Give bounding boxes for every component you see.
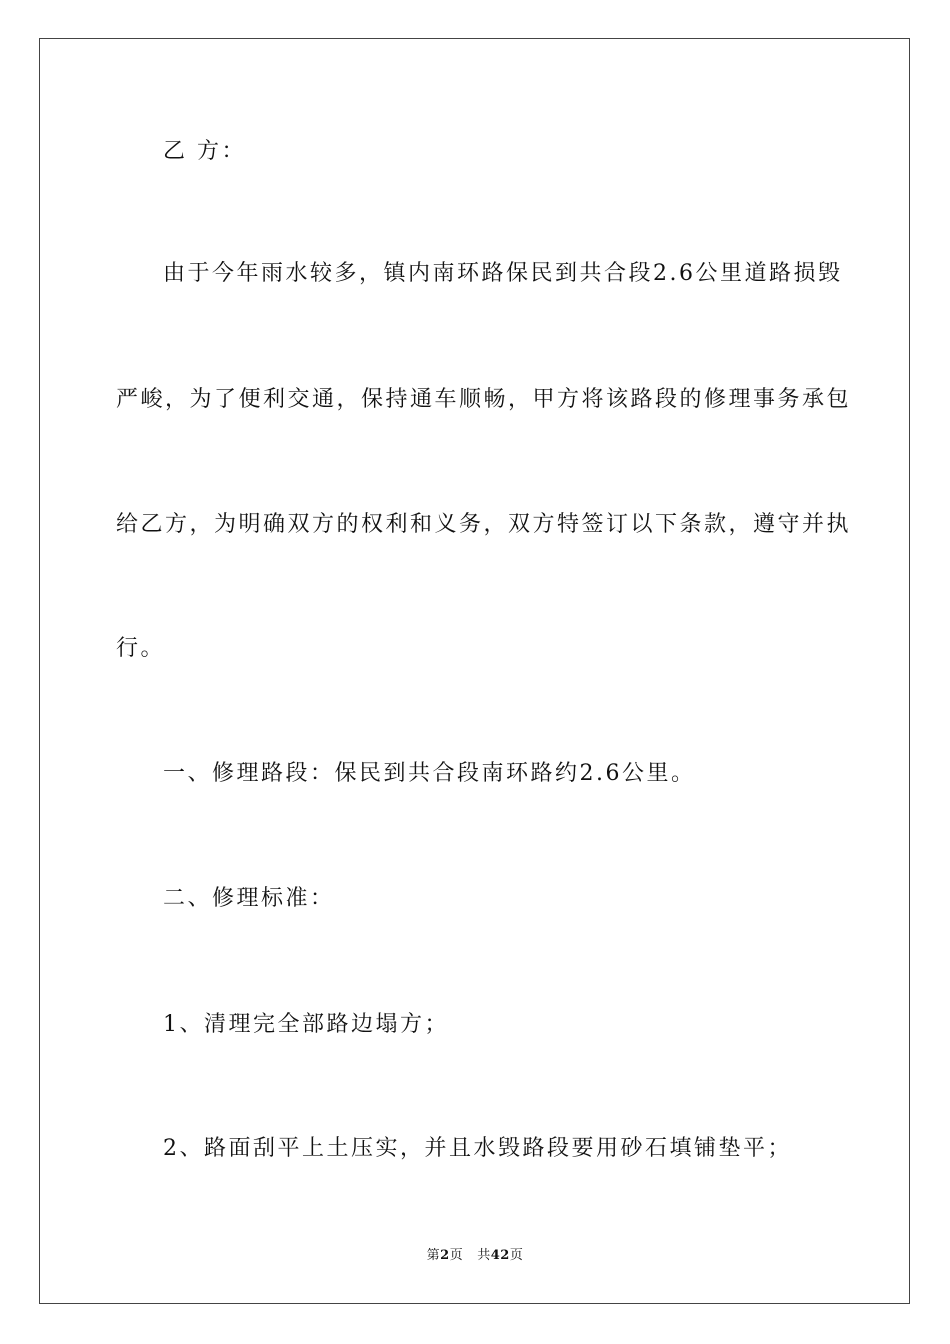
footer-total-pages: 42 [490, 1248, 510, 1263]
paragraph-intro-line-1: 由于今年雨水较多，镇内南环路保民到共合段2.6公里道路损毁 [163, 261, 843, 286]
standard-item-1: 1、清理完全部路边塌方； [163, 1012, 449, 1037]
paragraph-intro-line-4: 行。 [116, 636, 166, 661]
footer-page-suffix: 页 [449, 1248, 464, 1263]
clause-1-repair-section: 一、修理路段：保民到共合段南环路约2.6公里。 [163, 761, 696, 786]
page-frame [39, 38, 910, 1304]
standard-item-2: 2、路面刮平上土压实，并且水毁路段要用砂石填铺垫平； [163, 1136, 792, 1161]
clause-2-repair-standard: 二、修理标准： [163, 886, 335, 911]
paragraph-intro-line-3: 给乙方，为明确双方的权利和义务，双方特签订以下条款，遵守并执 [116, 512, 852, 537]
footer-total-suffix: 页 [509, 1248, 524, 1263]
paragraph-intro-line-2: 严峻，为了便利交通，保持通车顺畅，甲方将该路段的修理事务承包 [116, 387, 852, 412]
footer-total-prefix: 共 [477, 1248, 491, 1263]
party-b-label: 乙 方： [163, 139, 246, 164]
page-footer [0, 1247, 950, 1265]
footer-page-number: 2 [440, 1248, 450, 1263]
footer-page-prefix: 第 [426, 1248, 441, 1263]
